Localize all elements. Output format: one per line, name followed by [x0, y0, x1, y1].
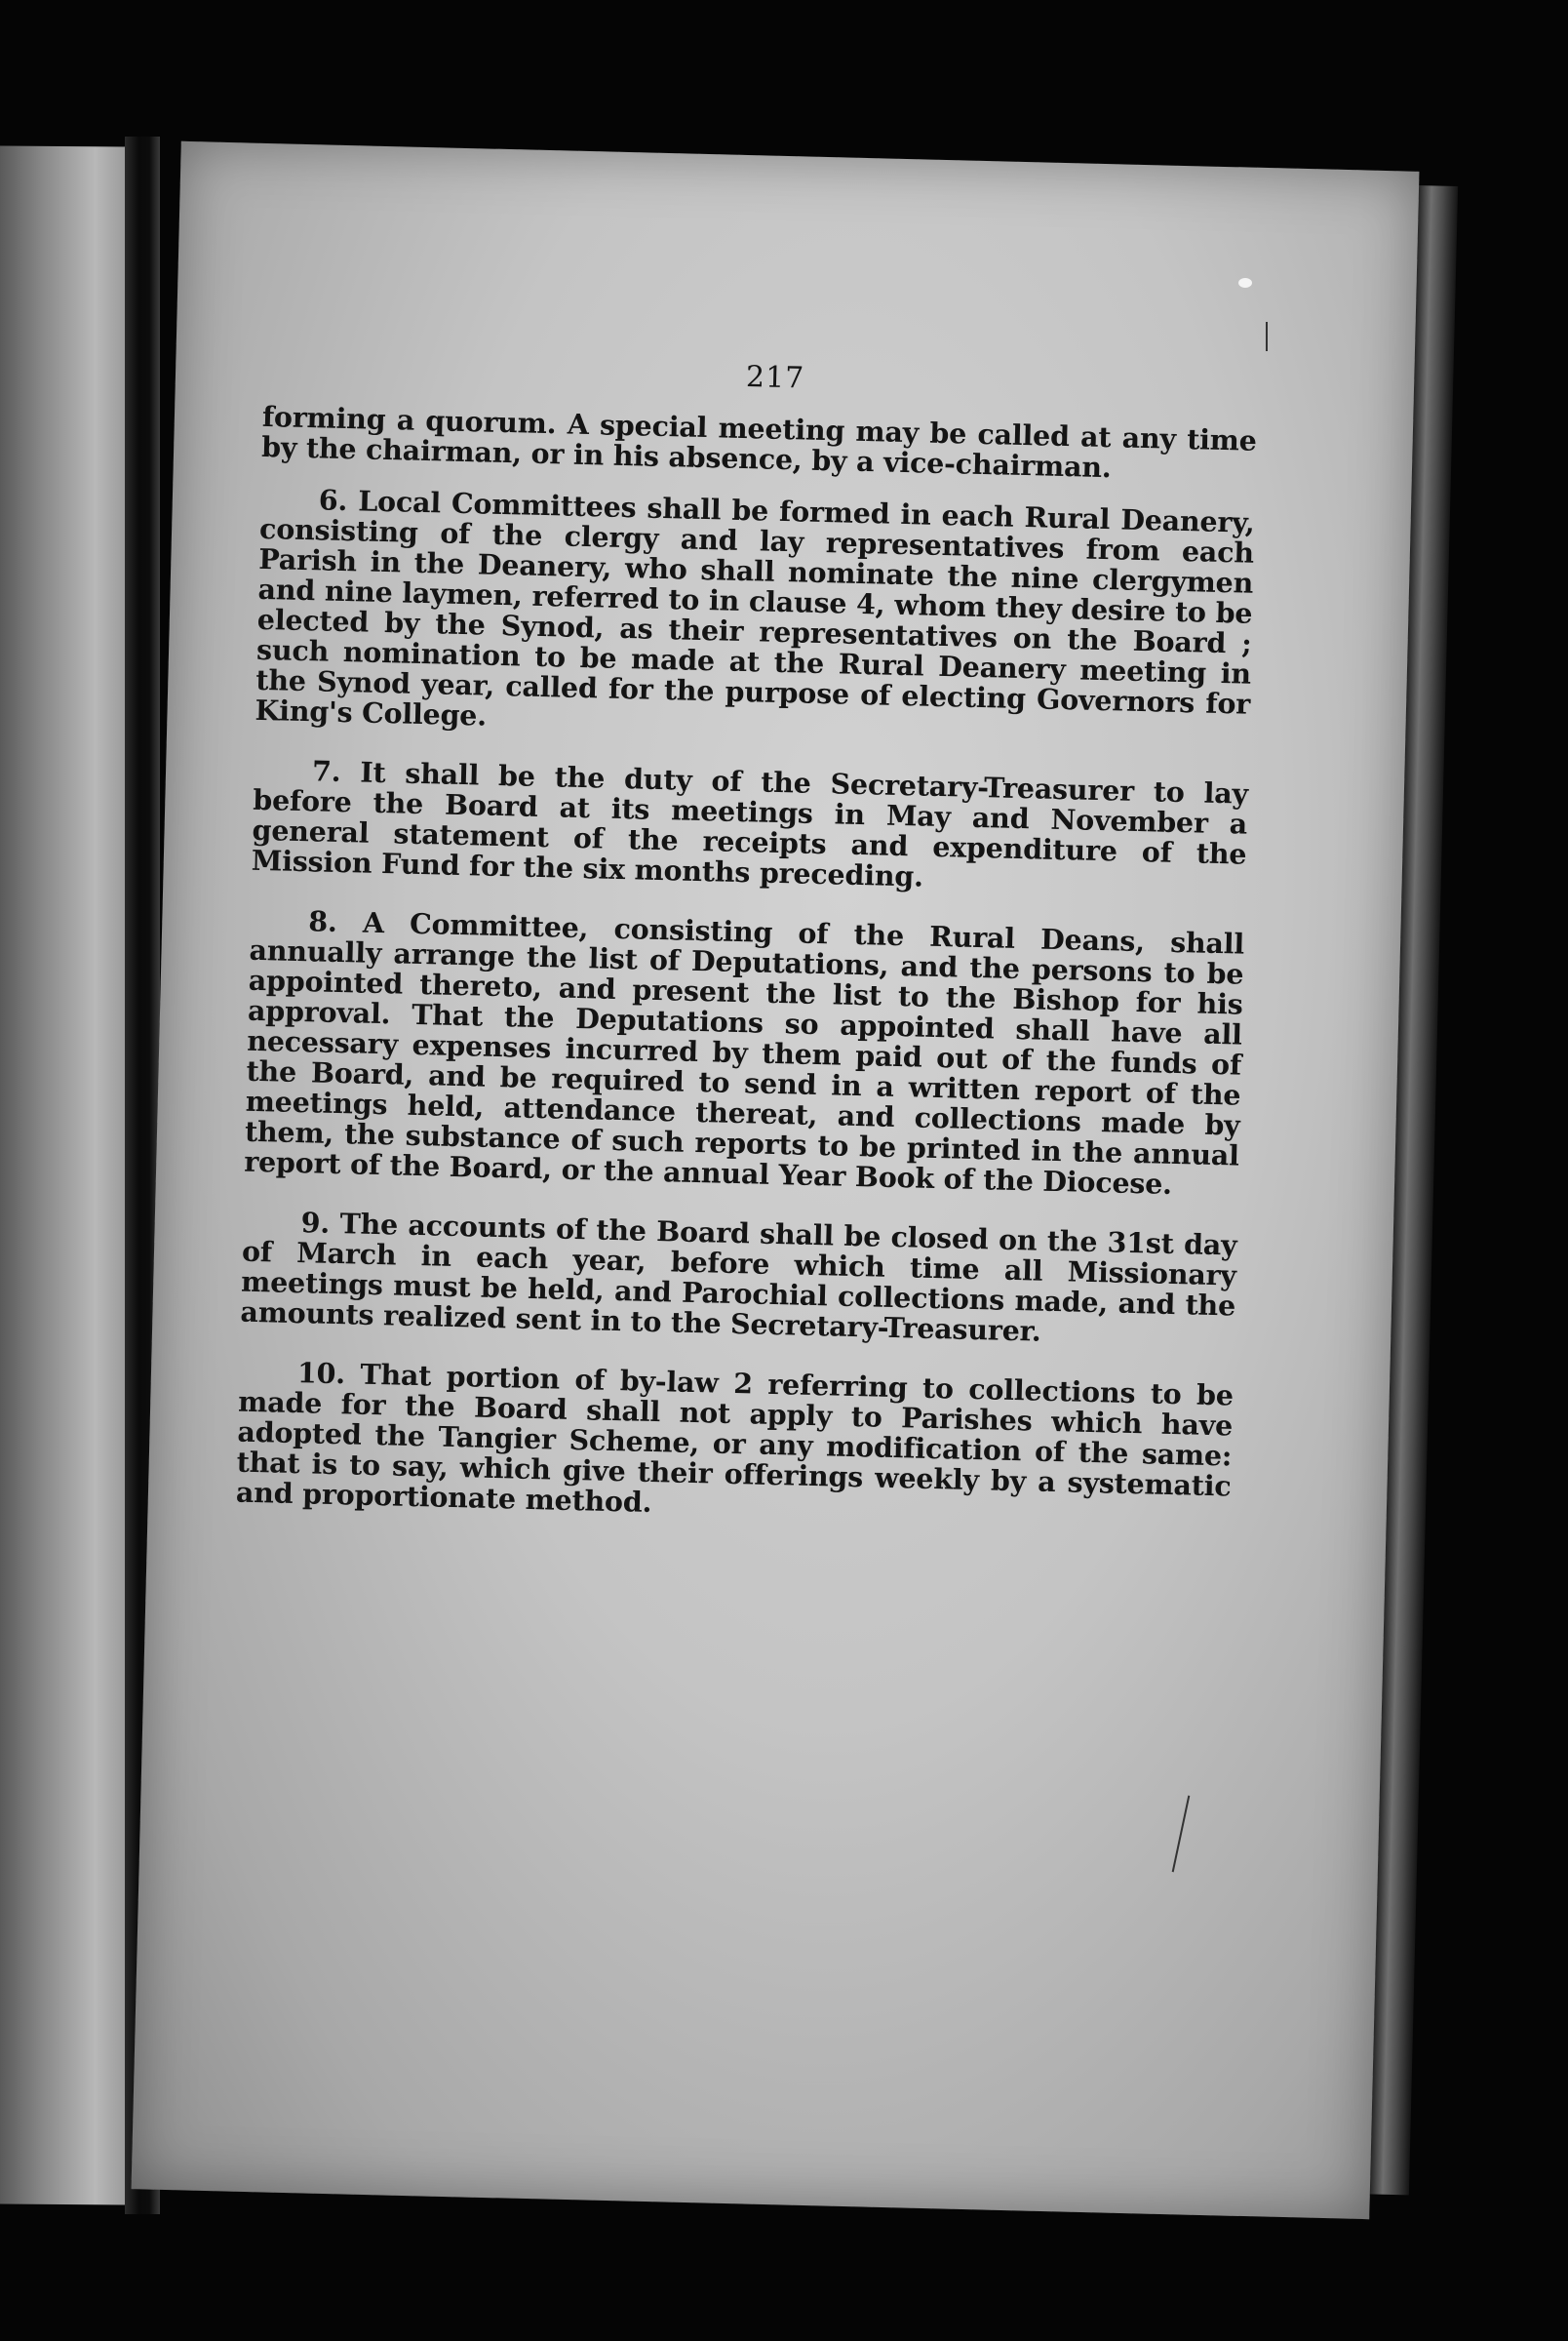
paragraph-continuation: forming a quorum. A special meeting may be called at any time by the chairman, or in his absence, by a vice-chairman.: [260, 399, 1258, 485]
book-page: [132, 141, 1420, 2219]
paragraph-6: 6. Local Committees shall be formed in each Rural Deanery, consisting of the clergy and lay representatives from each Parish in the Deanery, who shall nominate the nine clergymen and nine laymen, referred to in clause 4, whom they desire to be elected by the Synod, as their representatives on the Board ; such nomination to be made at the Rural Deanery meeting in the Synod year, called for the purpose of electing Governors for King's College.: [255, 483, 1256, 733]
paragraph-8: 8. A Committee, consisting of the Rural Deans, shall annually arrange the list of Deputations, and the persons to be appointed thereto, and present the list to the Bishop for his approval. That the Deputations so appointed shall have all necessary expenses incurred by them paid out of the funds of the Board, and be required to send in a written report of the meetings held, attendance thereat, and collections made by them, the substance of such reports to be printed in the annual report of the Board, or the annual Year Book of the Diocese.: [243, 904, 1245, 1201]
facing-page-edge: [0, 146, 127, 2205]
scan-speck: [1238, 278, 1252, 288]
scan-mark: [1266, 322, 1268, 351]
paragraph-9: 9. The accounts of the Board shall be closed on the 31st day of March in each year, before which time all Missionary meetings must be held, and Parochial collections made, and the amounts realized sent in to the Secretary-Treasurer.: [240, 1206, 1237, 1348]
paragraph-7: 7. It shall be the duty of the Secretary-Treasurer to lay before the Board at its meetings in May and November a general statement of the receipts and expenditure of the Mission Fund for the six months preceding.: [251, 754, 1249, 893]
page-text-block: [235, 348, 1258, 1562]
page-number: 217: [745, 360, 805, 396]
paragraph-10: 10. That portion of by-law 2 referring to collections to be made for the Board shall not apply to Parishes which have adopted the Tangier Scheme, or any modification of the same: that is to say, which give their offerings weekly by a systematic and proportionate method.: [235, 1356, 1235, 1519]
